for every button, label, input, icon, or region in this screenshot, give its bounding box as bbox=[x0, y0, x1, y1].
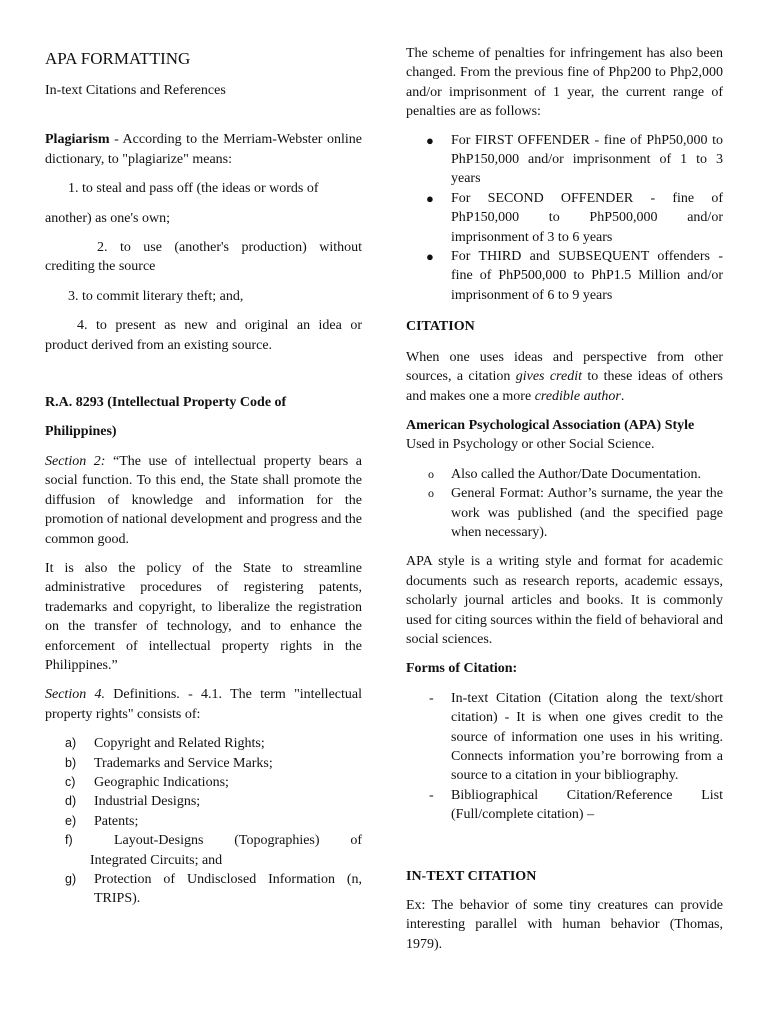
list-item bbox=[45, 831, 362, 870]
section-2-text: “The use of intellectual property bears a social function. To this end, the State shall promote the diffusion of knowledge and information for the promotion of national development and progress and the common good. bbox=[45, 453, 362, 547]
list-item bbox=[406, 465, 723, 484]
citation-paragraph bbox=[406, 348, 723, 406]
list-item-text: General Format: Author’s surname, the year the work was published (and the specified page when necessary). bbox=[451, 486, 723, 540]
dash-marker: - bbox=[429, 690, 434, 706]
list-item-text: Copyright and Related Rights; bbox=[94, 736, 265, 752]
ra-heading-line-2: Philippines) bbox=[45, 424, 117, 440]
citation-heading: CITATION bbox=[406, 319, 475, 335]
apa-description: APA style is a writing style and format for academic documents such as research reports, academic essays, scholarly journal articles and books. It is commonly used for citing sources within the field of behavioral and social sciences. bbox=[406, 554, 723, 647]
citation-text-3: . bbox=[620, 388, 625, 404]
citation-text-1: When one uses ideas and perspective from other sources, a citation bbox=[406, 349, 723, 385]
list-item-text: For THIRD and SUBSEQUENT offenders - fine of PhP500,000 to PhP1.5 Million and/or imprisonment of 6 to 9 years bbox=[451, 249, 723, 303]
list-item bbox=[45, 792, 362, 811]
left-column bbox=[45, 44, 362, 909]
list-marker: f) bbox=[65, 833, 73, 848]
policy-paragraph: It is also the policy of the State to streamline administrative procedures of registering patents, trademarks and copyright, to liberalize the registration on the transfer of technology, and to enhance the enforcement of intellectual property rights in the Philippines.” bbox=[45, 560, 362, 673]
example-paragraph: Ex: The behavior of some tiny creatures can provide interesting parallel with human behavior (Thomas, 1979). bbox=[406, 898, 723, 952]
penalties-intro: The scheme of penalties for infringement has also been changed. From the previous fine of Php200 to Php2,000 and/or imprisonment of 1 year, the current range of penalties are as follows: bbox=[406, 46, 723, 120]
apa-used: Used in Psychology or other Social Science. bbox=[406, 437, 655, 453]
definition-2: 2. to use (another's production) without crediting the source bbox=[45, 240, 362, 275]
list-item-text: Patents; bbox=[94, 813, 139, 829]
list-marker: d) bbox=[65, 794, 77, 809]
list-marker: b) bbox=[65, 755, 77, 770]
list-item bbox=[45, 773, 362, 792]
section-4-text: Definitions. - 4.1. The term "intellectual property rights" consists of: bbox=[45, 687, 362, 722]
forms-list bbox=[406, 689, 723, 825]
list-item-text: For SECOND OFFENDER - fine of PhP150,000 to PhP500,000 and/or imprisonment of 3 to 6 years bbox=[451, 190, 723, 245]
bullet-icon: ● bbox=[426, 132, 434, 148]
list-marker: a) bbox=[65, 736, 77, 751]
list-item-text: Trademarks and Service Marks; bbox=[94, 755, 273, 771]
ra-heading-line-1: R.A. 8293 (Intellectual Property Code of bbox=[45, 395, 287, 411]
list-item bbox=[45, 812, 362, 831]
circle-bullet-icon: o bbox=[428, 486, 434, 501]
section-2-label: Section 2: bbox=[45, 453, 106, 469]
ip-rights-list bbox=[45, 734, 362, 909]
forms-heading: Forms of Citation: bbox=[406, 661, 518, 677]
apa-points-list bbox=[406, 465, 723, 543]
apa-heading: American Psychological Association (APA) Style bbox=[406, 417, 695, 433]
list-item-text: Bibliographical Citation/Reference List (Full/complete citation) – bbox=[451, 787, 723, 823]
list-item bbox=[406, 689, 723, 786]
circle-bullet-icon: o bbox=[428, 466, 434, 481]
definition-4: 4. to present as new and original an idea or product derived from an existing source. bbox=[45, 318, 362, 353]
penalties-list bbox=[406, 131, 723, 306]
list-item-text: Geographic Indications; bbox=[94, 774, 229, 790]
section-2-paragraph bbox=[45, 452, 362, 549]
list-item-text: For FIRST OFFENDER - fine of PhP50,000 to PhP150,000 and/or imprisonment of 1 to 3 years bbox=[451, 132, 723, 187]
list-marker: e) bbox=[65, 813, 77, 828]
bullet-icon: ● bbox=[426, 190, 434, 206]
list-marker: c) bbox=[65, 774, 76, 789]
document-title: APA FORMATTING bbox=[45, 49, 191, 68]
list-item-text: Protection of Undisclosed Information (n, TRIPS). bbox=[94, 872, 362, 907]
list-item bbox=[406, 247, 723, 305]
list-item bbox=[406, 131, 723, 189]
document-subtitle: In-text Citations and References bbox=[45, 83, 226, 98]
plagiarism-paragraph bbox=[45, 130, 362, 169]
plagiarism-term: Plagiarism bbox=[45, 132, 110, 148]
dash-marker: - bbox=[429, 787, 434, 803]
intext-citation-heading: IN-TEXT CITATION bbox=[406, 868, 537, 884]
citation-emphasis-1: gives credit bbox=[515, 369, 582, 385]
definition-1a: 1. to steal and pass off (the ideas or words of bbox=[68, 181, 319, 197]
list-item bbox=[406, 484, 723, 542]
list-item bbox=[406, 189, 723, 247]
list-item-text: Also called the Author/Date Documentation. bbox=[451, 466, 701, 482]
citation-emphasis-2: credible author bbox=[534, 388, 621, 404]
citation-text-2: to these ideas of others and makes one a more bbox=[406, 369, 724, 404]
section-4-label: Section 4. bbox=[45, 687, 105, 703]
definition-3: 3. to commit literary theft; and, bbox=[68, 288, 244, 304]
right-column bbox=[406, 44, 723, 954]
list-item-text: Industrial Designs; bbox=[94, 794, 201, 810]
list-item bbox=[45, 734, 362, 753]
list-item-text: Layout-Designs (Topographies) of Integrated Circuits; and bbox=[90, 833, 362, 868]
definition-1b: another) as one's own; bbox=[45, 210, 170, 226]
list-item-text: In-text Citation (Citation along the text/short citation) - It is when one gives credit to the source of information one uses in his writing. Connects information you’re borrowing from a source to a citation in your bibliography. bbox=[451, 690, 723, 784]
list-marker: g) bbox=[65, 872, 77, 886]
plagiarism-intro: - According to the Merriam-Webster online dictionary, to "plagiarize" means: bbox=[45, 132, 362, 167]
bullet-icon: ● bbox=[426, 249, 434, 265]
list-item bbox=[406, 786, 723, 825]
list-item bbox=[45, 754, 362, 773]
section-4-paragraph bbox=[45, 685, 362, 724]
list-item bbox=[45, 870, 362, 909]
